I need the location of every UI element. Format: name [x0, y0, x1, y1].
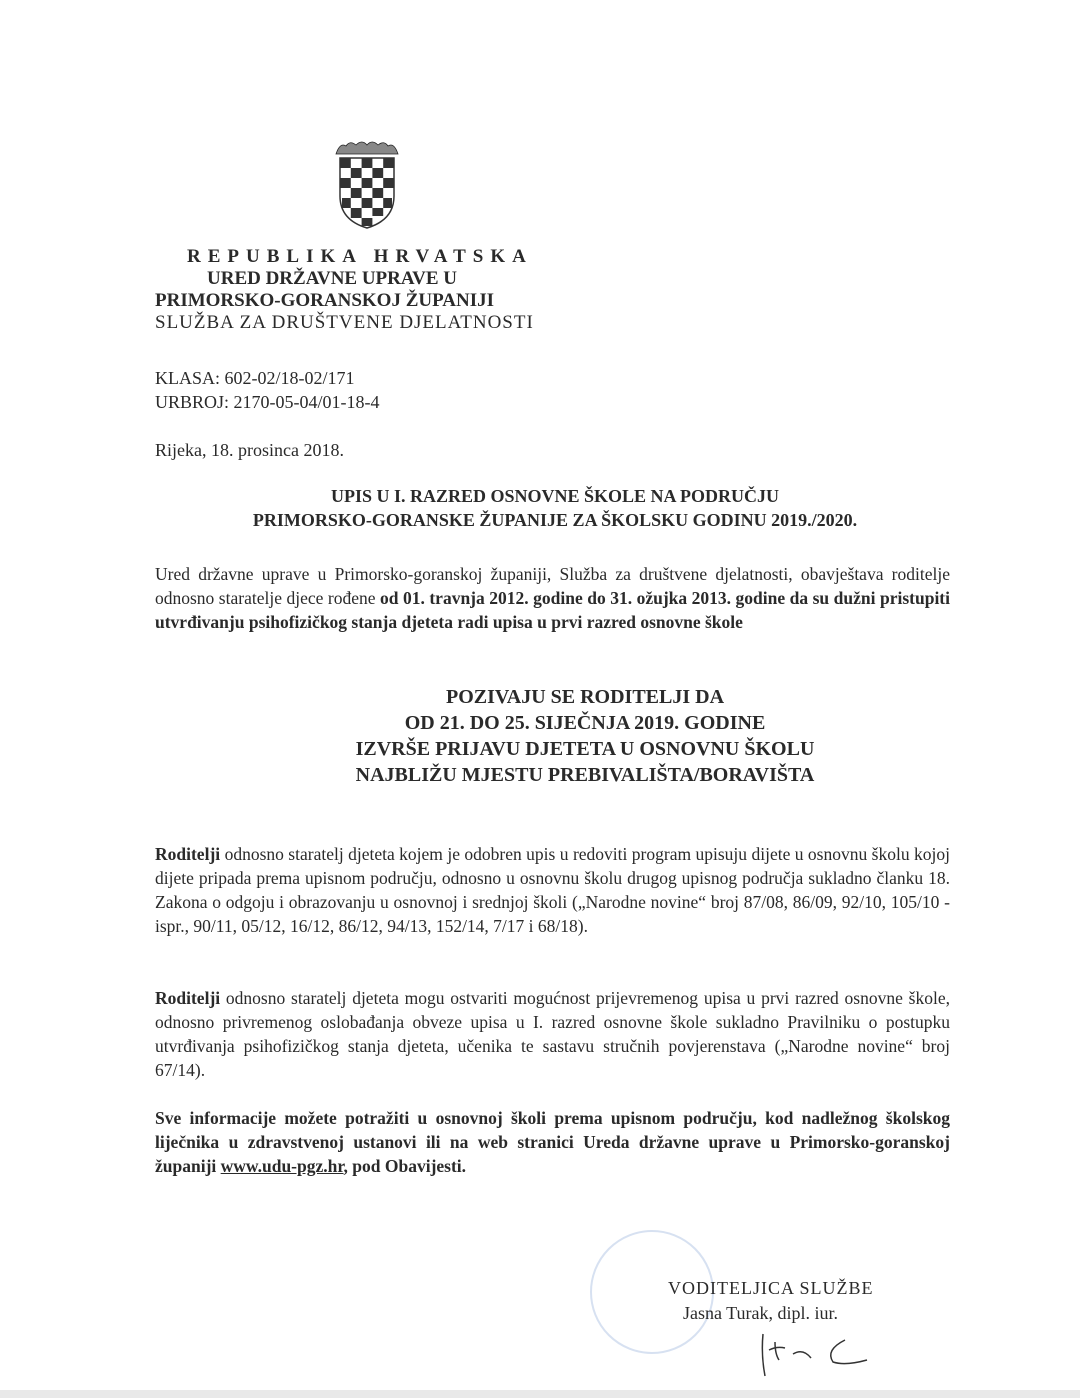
intro-text: Ured državne uprave u Primorsko-goranskoj županiji, Služba za društvene djelatnosti, obavještava roditelje odnosno staratelje djece rođene [155, 564, 950, 608]
call-line-1: POZIVAJU SE RODITELJI DA [445, 686, 725, 708]
paragraph4-text: Sve informacije možete potražiti u osnovnoj školi prema upisnom području, kod nadležnog školskog liječnika u zdravstvenoj ustanovi ili na web stranici Ureda državne uprave u Primorsko-goranskoj županiji [155, 1108, 950, 1176]
handwritten-signature-icon [755, 1330, 875, 1380]
document-date: Rijeka, 18. prosinca 2018. [155, 440, 344, 460]
urbroj-line: URBROJ: 2170-05-04/01-18-4 [155, 392, 380, 412]
document-title [155, 484, 955, 532]
paragraph2-text: odnosno staratelj djeteta kojem je odobren upis u redoviti program upisuju dijete u osnovnu školu kojoj dijete pripada prema upisnom području, odnosno u osnovnu školu drugog upisnog područja sukladno članku 18. Zakona o odgoju i obrazovanju u osnovnoj i srednjoj školi („Narodne novine“ broj 87/08, 86/09, 92/10, 105/10 - ispr., 90/11, 05/12, 16/12, 86/12, 94/13, 152/14, 7/17 i 68/18). [155, 844, 950, 936]
signatory-title: VODITELJICA SLUŽBE [668, 1278, 874, 1298]
letterhead [155, 246, 534, 334]
paragraph3-lead: Roditelji [155, 988, 221, 1008]
letterhead-county: PRIMORSKO-GORANSKOJ ŽUPANIJI [155, 290, 495, 311]
call-to-parents [155, 684, 1015, 788]
call-line-4: NAJBLIŽU MJESTU PREBIVALIŠTA/BORAVIŠTA [355, 764, 815, 786]
checkerboard-shield [340, 158, 394, 228]
letterhead-office: URED DRŽAVNE UPRAVE U [207, 268, 458, 289]
information-paragraph [155, 1106, 950, 1178]
enrollment-paragraph [155, 842, 950, 938]
call-line-2: OD 21. DO 25. SIJEČNJA 2019. GODINE [404, 712, 766, 734]
bottom-border [0, 1390, 1080, 1398]
paragraph4-text-end: , pod Obavijesti. [343, 1156, 467, 1176]
title-line-1: UPIS U I. RAZRED OSNOVNE ŠKOLE NA PODRUČJU [330, 486, 780, 506]
call-line-3: IZVRŠE PRIJAVU DJETETA U OSNOVNU ŠKOLU [355, 738, 815, 760]
intro-bold-text: od 01. travnja 2012. godine do 31. ožujka 2013. godine da su dužni pristupiti utvrđivanju psihofizičkog stanja djeteta radi upisa u prvi razred osnovne škole [155, 588, 950, 632]
intro-paragraph [155, 562, 950, 634]
website-link[interactable]: www.udu-pgz.hr [220, 1156, 344, 1176]
title-line-2: PRIMORSKO-GORANSKE ŽUPANIJE ZA ŠKOLSKU GODINU 2019./2020. [252, 510, 858, 530]
klasa-line: KLASA: 602-02/18-02/171 [155, 368, 355, 388]
croatian-coat-of-arms-icon [332, 140, 402, 230]
paragraph3-text: odnosno staratelj djeteta mogu ostvariti mogućnost prijevremenog upisa u prvi razred osnovne škole, odnosno privremenog oslobađanja obveze upisa u I. razred osnovne škole sukladno Pravilniku o postupku utvrđivanja psihofizičkog stanja djeteta, učenika te sastavu stručnih povjerenstava („Narodne novine“ broj 67/14). [155, 988, 950, 1080]
early-enrollment-paragraph [155, 986, 950, 1082]
signatory-name: Jasna Turak, dipl. iur. [683, 1303, 839, 1323]
paragraph2-lead: Roditelji [155, 844, 221, 864]
letterhead-service: SLUŽBA ZA DRUŠTVENE DJELATNOSTI [155, 312, 534, 333]
reference-numbers [155, 366, 380, 414]
letterhead-country: REPUBLIKA HRVATSKA [187, 246, 533, 267]
